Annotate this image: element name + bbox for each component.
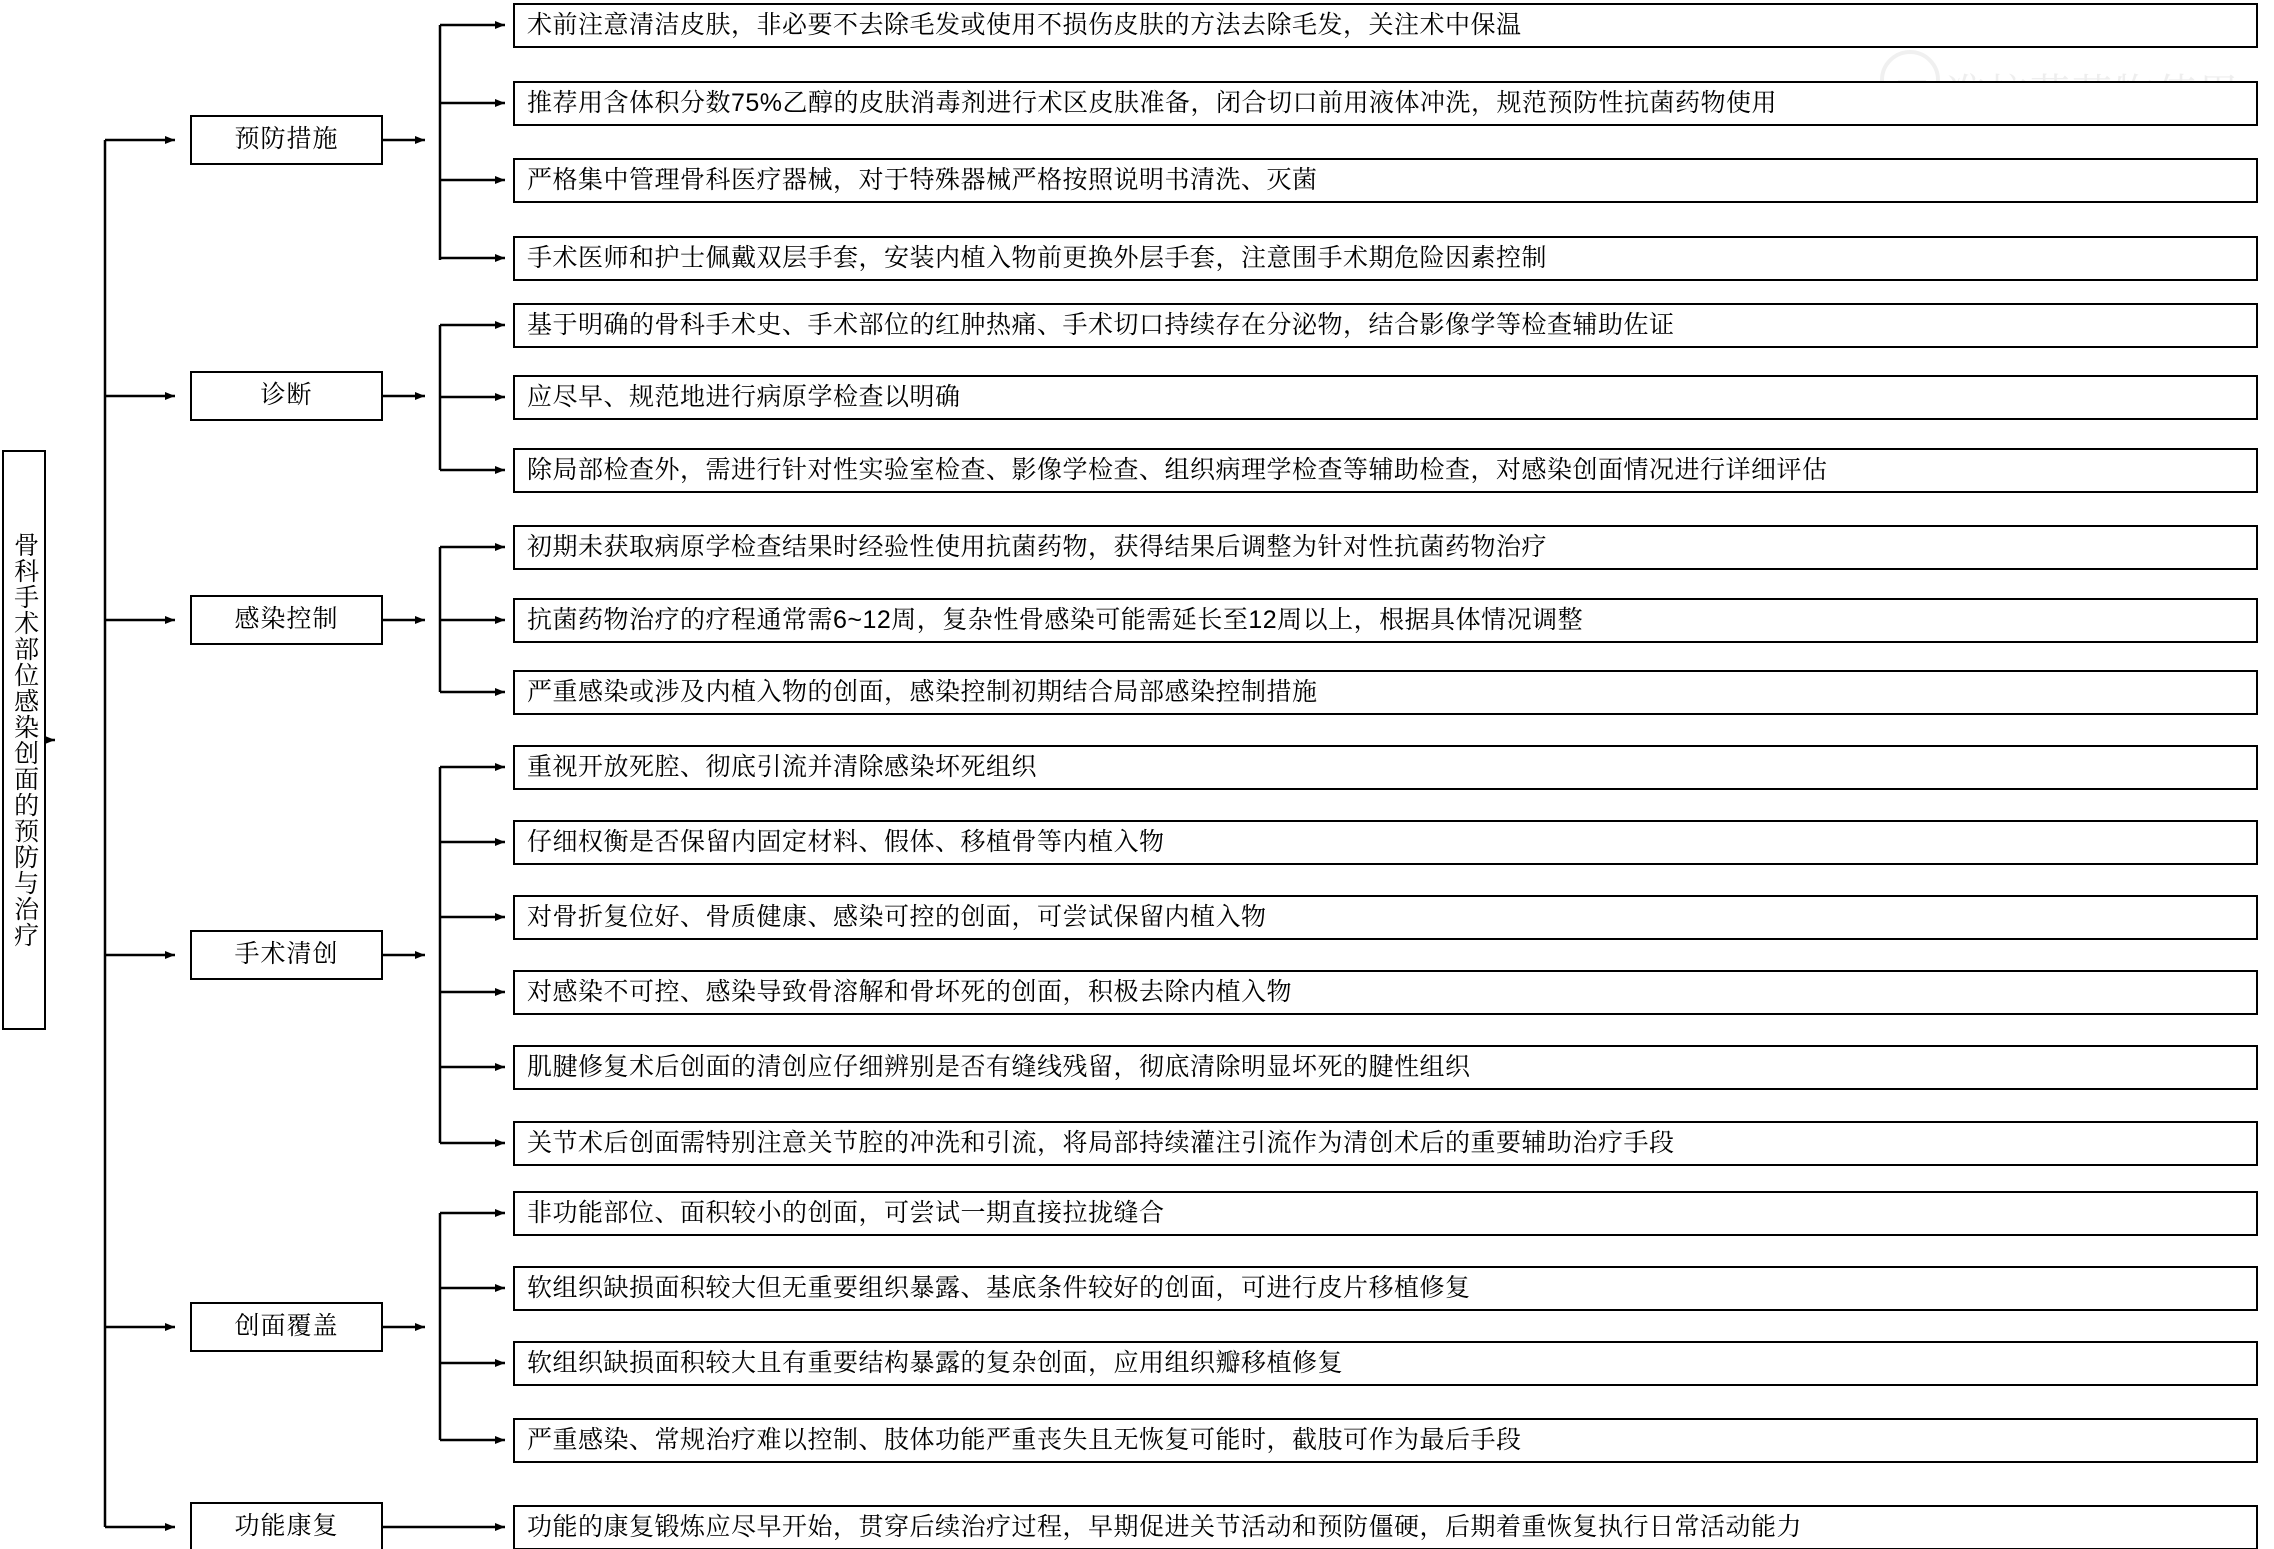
root-label: 骨科手术部位感染创面的预防与治疗 (10, 532, 39, 948)
root-node (2, 450, 46, 1030)
category-node-infection-control[interactable] (190, 595, 383, 645)
leaf-label: 非功能部位、面积较小的创面，可尝试一期直接拉拢缝合 (527, 1198, 1165, 1227)
leaf-node[interactable] (513, 745, 2258, 790)
category-label: 创面覆盖 (234, 1312, 339, 1341)
leaf-label: 对骨折复位好、骨质健康、感染可控的创面，可尝试保留内植入物 (527, 902, 1267, 931)
leaf-node[interactable] (513, 1191, 2258, 1236)
leaf-label: 基于明确的骨科手术史、手术部位的红肿热痛、手术切口持续存在分泌物，结合影像学等检查辅助佐证 (527, 310, 1675, 339)
leaf-label: 推荐用含体积分数75%乙醇的皮肤消毒剂进行术区皮肤准备，闭合切口前用液体冲洗，规范预防性抗菌药物使用 (527, 88, 1778, 117)
leaf-node[interactable] (513, 525, 2258, 570)
leaf-label: 抗菌药物治疗的疗程通常需6~12周，复杂性骨感染可能需延长至12周以上，根据具体情况调整 (527, 605, 1584, 634)
leaf-label: 对感染不可控、感染导致骨溶解和骨坏死的创面，积极去除内植入物 (527, 977, 1293, 1006)
category-node-functional-rehab[interactable] (190, 1502, 383, 1549)
leaf-label: 软组织缺损面积较大且有重要结构暴露的复杂创面，应用组织瓣移植修复 (527, 1348, 1344, 1377)
leaf-node[interactable] (513, 1418, 2258, 1463)
category-label: 诊断 (260, 381, 313, 410)
category-node-prevention[interactable] (190, 115, 383, 165)
leaf-node[interactable] (513, 895, 2258, 940)
leaf-label: 初期未获取病原学检查结果时经验性使用抗菌药物，获得结果后调整为针对性抗菌药物治疗 (527, 532, 1548, 561)
category-label: 预防措施 (234, 125, 339, 154)
leaf-label: 仔细权衡是否保留内固定材料、假体、移植骨等内植入物 (527, 827, 1165, 856)
leaf-label: 软组织缺损面积较大但无重要组织暴露、基底条件较好的创面，可进行皮片移植修复 (527, 1273, 1471, 1302)
leaf-node[interactable] (513, 1505, 2258, 1549)
leaf-node[interactable] (513, 598, 2258, 643)
leaf-label: 手术医师和护士佩戴双层手套，安装内植入物前更换外层手套，注意围手术期危险因素控制 (527, 243, 1548, 272)
leaf-node[interactable] (513, 1045, 2258, 1090)
category-node-surgical-debridement[interactable] (190, 930, 383, 980)
leaf-label: 重视开放死腔、彻底引流并清除感染坏死组织 (527, 752, 1038, 781)
leaf-label: 术前注意清洁皮肤，非必要不去除毛发或使用不损伤皮肤的方法去除毛发，关注术中保温 (527, 10, 1522, 39)
leaf-node[interactable] (513, 1266, 2258, 1311)
leaf-label: 严重感染、常规治疗难以控制、肢体功能严重丧失且无恢复可能时，截肢可作为最后手段 (527, 1425, 1522, 1454)
leaf-label: 关节术后创面需特别注意关节腔的冲洗和引流，将局部持续灌注引流作为清创术后的重要辅助治疗手段 (527, 1128, 1675, 1157)
leaf-node[interactable] (513, 236, 2258, 281)
leaf-label: 功能的康复锻炼应尽早开始，贯穿后续治疗过程，早期促进关节活动和预防僵硬，后期着重恢复执行日常活动能力 (527, 1512, 1803, 1541)
leaf-node[interactable] (513, 303, 2258, 348)
category-label: 手术清创 (234, 940, 339, 969)
leaf-label: 应尽早、规范地进行病原学检查以明确 (527, 382, 961, 411)
leaf-label: 严重感染或涉及内植入物的创面，感染控制初期结合局部感染控制措施 (527, 677, 1318, 706)
leaf-node[interactable] (513, 820, 2258, 865)
leaf-label: 肌腱修复术后创面的清创应仔细辨别是否有缝线残留，彻底清除明显坏死的腱性组织 (527, 1052, 1471, 1081)
leaf-node[interactable] (513, 3, 2258, 48)
leaf-label: 除局部检查外，需进行针对性实验室检查、影像学检查、组织病理学检查等辅助检查，对感染创面情况进行详细评估 (527, 455, 1828, 484)
category-node-wound-coverage[interactable] (190, 1302, 383, 1352)
leaf-node[interactable] (513, 1341, 2258, 1386)
leaf-node[interactable] (513, 448, 2258, 493)
leaf-node[interactable] (513, 970, 2258, 1015)
leaf-node[interactable] (513, 1121, 2258, 1166)
leaf-node[interactable] (513, 81, 2258, 126)
leaf-node[interactable] (513, 158, 2258, 203)
category-node-diagnosis[interactable] (190, 371, 383, 421)
leaf-label: 严格集中管理骨科医疗器械，对于特殊器械严格按照说明书清洗、灭菌 (527, 165, 1318, 194)
category-label: 感染控制 (234, 605, 339, 634)
leaf-node[interactable] (513, 375, 2258, 420)
category-label: 功能康复 (234, 1512, 339, 1541)
leaf-node[interactable] (513, 670, 2258, 715)
